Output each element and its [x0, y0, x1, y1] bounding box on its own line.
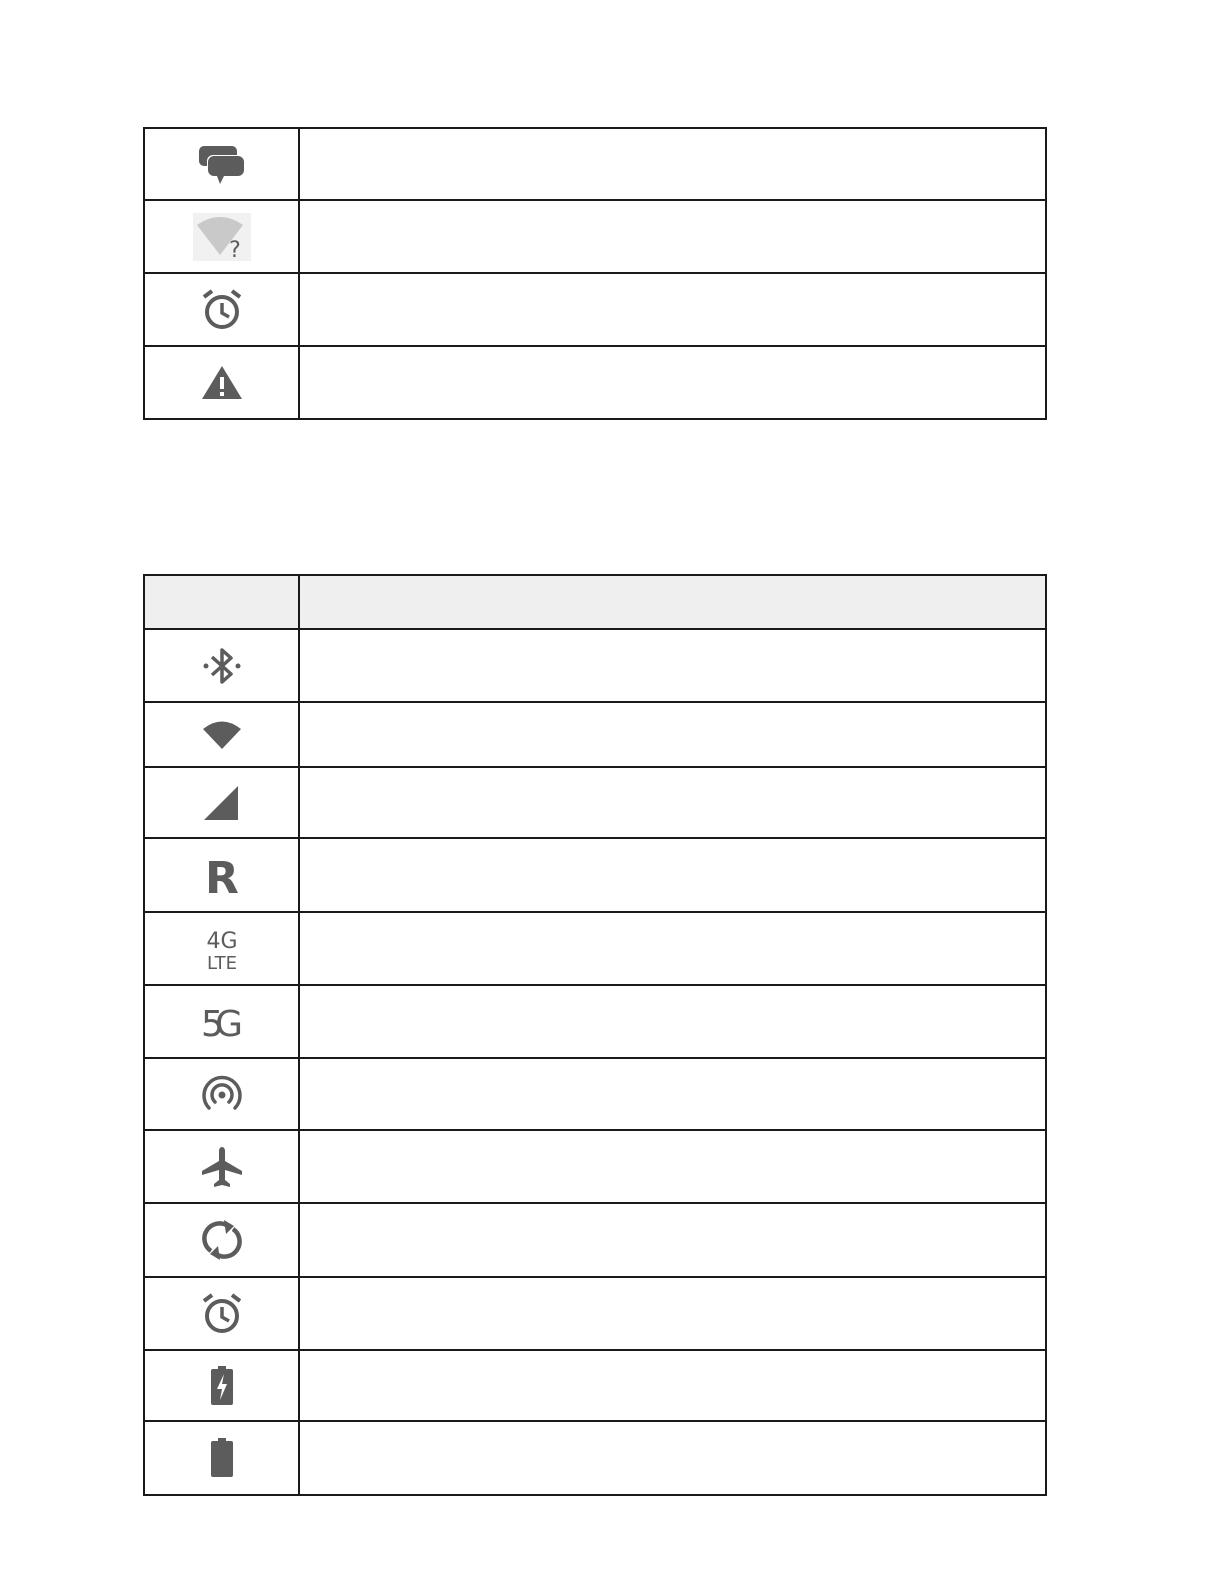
roaming-icon [202, 851, 242, 899]
table-row [144, 346, 1046, 419]
wifi-unknown-icon [193, 213, 251, 261]
table-row [144, 629, 1046, 702]
icon-cell [144, 273, 299, 346]
table-row [144, 767, 1046, 838]
icon-table-1 [143, 127, 1047, 420]
description-cell [299, 128, 1046, 200]
description-cell [299, 1130, 1046, 1203]
hotspot-icon [199, 1072, 245, 1116]
icon-cell [144, 1350, 299, 1421]
icon-cell [144, 702, 299, 767]
5g-glyph: 5G [200, 1003, 243, 1044]
icon-cell [144, 200, 299, 273]
icon-cell [144, 629, 299, 702]
chat-bubbles-icon [198, 142, 246, 186]
lte-glyph: LTE [206, 952, 237, 972]
description-cell [299, 838, 1046, 912]
4g-glyph: 4G [205, 928, 238, 954]
5g-icon [198, 1000, 246, 1044]
description-cell [299, 912, 1046, 985]
table-row [144, 1421, 1046, 1495]
header-description-cell [299, 575, 1046, 629]
icon-cell [144, 1203, 299, 1277]
icon-cell [144, 128, 299, 200]
table-row [144, 1277, 1046, 1350]
4g-lte-icon [202, 926, 242, 972]
table-row [144, 985, 1046, 1058]
icon-cell [144, 767, 299, 838]
table-row [144, 1203, 1046, 1277]
description-cell [299, 1203, 1046, 1277]
description-cell [299, 1277, 1046, 1350]
airplane-mode-icon [200, 1145, 244, 1189]
description-cell [299, 1058, 1046, 1130]
signal-strength-icon [202, 784, 242, 822]
icon-cell [144, 1130, 299, 1203]
icon-cell [144, 912, 299, 985]
icon-table-2 [143, 574, 1047, 1496]
alarm-clock-icon [200, 288, 244, 332]
table-row [144, 200, 1046, 273]
icon-cell [144, 1421, 299, 1495]
warning-icon [201, 365, 243, 401]
table-row [144, 128, 1046, 200]
description-cell [299, 767, 1046, 838]
battery-full-icon [209, 1438, 235, 1478]
description-cell [299, 985, 1046, 1058]
description-cell [299, 346, 1046, 419]
alarm-clock-icon [200, 1292, 244, 1336]
table-row [144, 273, 1046, 346]
description-cell [299, 200, 1046, 273]
sync-icon [200, 1218, 244, 1262]
table-header-row [144, 575, 1046, 629]
description-cell [299, 1421, 1046, 1495]
icon-cell [144, 1277, 299, 1350]
svg-text:?: ? [228, 237, 241, 261]
icon-cell [144, 346, 299, 419]
roaming-glyph: R [204, 853, 239, 899]
table-row [144, 1058, 1046, 1130]
table-row [144, 1130, 1046, 1203]
table-row [144, 912, 1046, 985]
description-cell [299, 629, 1046, 702]
description-cell [299, 702, 1046, 767]
table-row [144, 838, 1046, 912]
icon-cell [144, 985, 299, 1058]
table-row [144, 702, 1046, 767]
bluetooth-icon [200, 644, 244, 688]
description-cell [299, 1350, 1046, 1421]
icon-cell [144, 838, 299, 912]
icon-cell [144, 1058, 299, 1130]
battery-charging-icon [209, 1366, 235, 1406]
header-icon-cell [144, 575, 299, 629]
wifi-icon [202, 720, 242, 750]
table-row [144, 1350, 1046, 1421]
description-cell [299, 273, 1046, 346]
